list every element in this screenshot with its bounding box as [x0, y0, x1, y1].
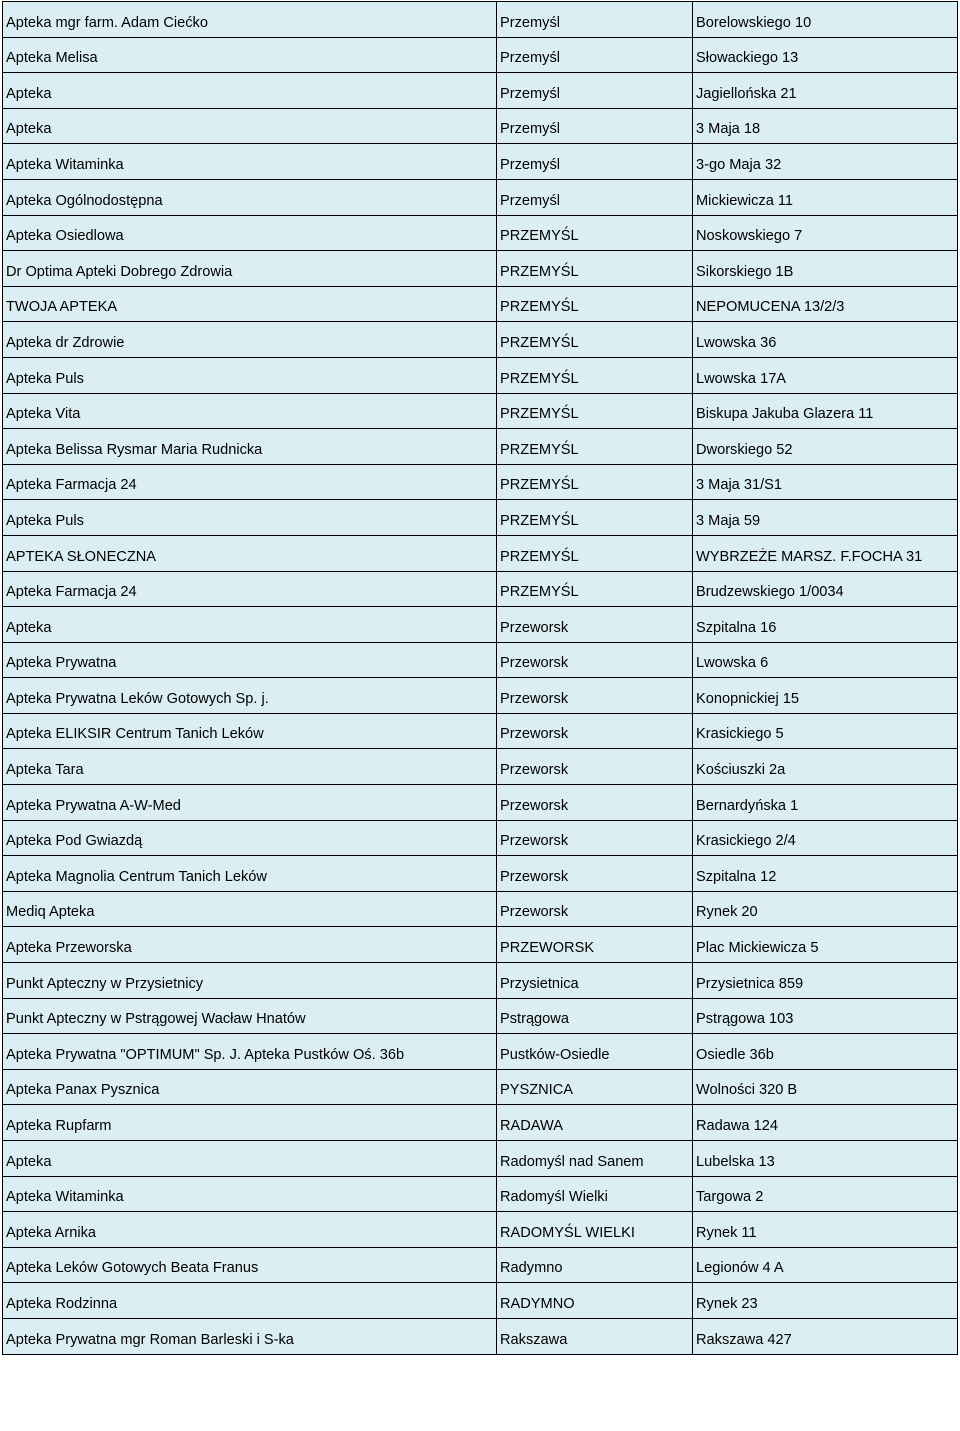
pharmacy-name-cell: Apteka Prywatna "OPTIMUM" Sp. J. Apteka Pustków Oś. 36b: [3, 1034, 497, 1070]
city-cell: PRZEMYŚL: [497, 393, 693, 429]
pharmacy-name-cell: APTEKA SŁONECZNA: [3, 535, 497, 571]
address-cell: Biskupa Jakuba Glazera 11: [693, 393, 958, 429]
table-row: [3, 108, 958, 144]
pharmacy-name-cell: Apteka Farmacja 24: [3, 571, 497, 607]
city-cell: Przemyśl: [497, 108, 693, 144]
city-cell: PRZEMYŚL: [497, 357, 693, 393]
city-cell: Przeworsk: [497, 749, 693, 785]
city-cell: Pustków-Osiedle: [497, 1034, 693, 1070]
address-cell: Konopnickiej 15: [693, 678, 958, 714]
pharmacy-name-cell: Apteka Osiedlowa: [3, 215, 497, 251]
table-row: [3, 535, 958, 571]
address-cell: 3 Maja 31/S1: [693, 464, 958, 500]
address-cell: 3 Maja 59: [693, 500, 958, 536]
pharmacy-name-cell: Apteka Ogólnodostępna: [3, 179, 497, 215]
table-row: [3, 286, 958, 322]
city-cell: PRZEMYŚL: [497, 464, 693, 500]
table-row: [3, 785, 958, 821]
pharmacy-name-cell: Apteka dr Zdrowie: [3, 322, 497, 358]
table-row: [3, 2, 958, 38]
pharmacy-name-cell: Apteka Pod Gwiazdą: [3, 820, 497, 856]
pharmacy-name-cell: Apteka Prywatna Leków Gotowych Sp. j.: [3, 678, 497, 714]
city-cell: Pstrągowa: [497, 998, 693, 1034]
table-row: [3, 179, 958, 215]
pharmacy-name-cell: Apteka Vita: [3, 393, 497, 429]
table-row: [3, 1283, 958, 1319]
pharmacy-name-cell: Apteka Leków Gotowych Beata Franus: [3, 1247, 497, 1283]
address-cell: Bernardyńska 1: [693, 785, 958, 821]
city-cell: Przeworsk: [497, 856, 693, 892]
address-cell: Krasickiego 5: [693, 713, 958, 749]
city-cell: Przysietnica: [497, 963, 693, 999]
table-row: [3, 144, 958, 180]
table-body: [3, 2, 958, 1355]
city-cell: Przemyśl: [497, 37, 693, 73]
pharmacy-name-cell: Apteka Panax Pysznica: [3, 1069, 497, 1105]
pharmacy-table: [2, 1, 958, 1355]
pharmacy-name-cell: Apteka Melisa: [3, 37, 497, 73]
table-row: [3, 1069, 958, 1105]
pharmacy-name-cell: Apteka Prywatna A-W-Med: [3, 785, 497, 821]
table-row: [3, 1247, 958, 1283]
city-cell: Przemyśl: [497, 144, 693, 180]
table-row: [3, 1034, 958, 1070]
address-cell: Słowackiego 13: [693, 37, 958, 73]
address-cell: Jagiellońska 21: [693, 73, 958, 109]
city-cell: Przemyśl: [497, 73, 693, 109]
city-cell: Przeworsk: [497, 713, 693, 749]
address-cell: Lwowska 17A: [693, 357, 958, 393]
address-cell: Targowa 2: [693, 1176, 958, 1212]
pharmacy-name-cell: Apteka Witaminka: [3, 144, 497, 180]
table-row: [3, 749, 958, 785]
address-cell: Lubelska 13: [693, 1141, 958, 1177]
table-row: [3, 500, 958, 536]
address-cell: Osiedle 36b: [693, 1034, 958, 1070]
city-cell: PRZEMYŚL: [497, 322, 693, 358]
pharmacy-name-cell: Apteka Puls: [3, 357, 497, 393]
city-cell: PRZEWORSK: [497, 927, 693, 963]
address-cell: NEPOMUCENA 13/2/3: [693, 286, 958, 322]
city-cell: Przeworsk: [497, 642, 693, 678]
pharmacy-name-cell: Apteka: [3, 108, 497, 144]
city-cell: PYSZNICA: [497, 1069, 693, 1105]
table-row: [3, 571, 958, 607]
address-cell: Plac Mickiewicza 5: [693, 927, 958, 963]
city-cell: Przeworsk: [497, 785, 693, 821]
address-cell: Szpitalna 12: [693, 856, 958, 892]
address-cell: Noskowskiego 7: [693, 215, 958, 251]
table-row: [3, 73, 958, 109]
pharmacy-name-cell: Mediq Apteka: [3, 891, 497, 927]
address-cell: Szpitalna 16: [693, 607, 958, 643]
address-cell: 3 Maja 18: [693, 108, 958, 144]
address-cell: Lwowska 6: [693, 642, 958, 678]
address-cell: Legionów 4 A: [693, 1247, 958, 1283]
pharmacy-name-cell: Apteka Witaminka: [3, 1176, 497, 1212]
pharmacy-name-cell: Apteka Tara: [3, 749, 497, 785]
city-cell: Rakszawa: [497, 1318, 693, 1354]
address-cell: Radawa 124: [693, 1105, 958, 1141]
pharmacy-name-cell: Punkt Apteczny w Przysietnicy: [3, 963, 497, 999]
table-row: [3, 322, 958, 358]
address-cell: WYBRZEŻE MARSZ. F.FOCHA 31: [693, 535, 958, 571]
table-row: [3, 357, 958, 393]
address-cell: Pstrągowa 103: [693, 998, 958, 1034]
table-row: [3, 856, 958, 892]
pharmacy-name-cell: Dr Optima Apteki Dobrego Zdrowia: [3, 251, 497, 287]
table-row: [3, 927, 958, 963]
city-cell: Przemyśl: [497, 2, 693, 38]
address-cell: Mickiewicza 11: [693, 179, 958, 215]
address-cell: Kościuszki 2a: [693, 749, 958, 785]
pharmacy-name-cell: Apteka Magnolia Centrum Tanich Leków: [3, 856, 497, 892]
table-row: [3, 393, 958, 429]
address-cell: Dworskiego 52: [693, 429, 958, 465]
pharmacy-name-cell: Apteka Przeworska: [3, 927, 497, 963]
pharmacy-name-cell: Apteka Farmacja 24: [3, 464, 497, 500]
city-cell: PRZEMYŚL: [497, 251, 693, 287]
city-cell: Przeworsk: [497, 820, 693, 856]
table-row: [3, 251, 958, 287]
city-cell: Przeworsk: [497, 891, 693, 927]
city-cell: PRZEMYŚL: [497, 286, 693, 322]
table-row: [3, 820, 958, 856]
pharmacy-name-cell: Apteka Arnika: [3, 1212, 497, 1248]
pharmacy-name-cell: TWOJA APTEKA: [3, 286, 497, 322]
table-row: [3, 464, 958, 500]
pharmacy-name-cell: Punkt Apteczny w Pstrągowej Wacław Hnatów: [3, 998, 497, 1034]
city-cell: Radomyśl Wielki: [497, 1176, 693, 1212]
table-row: [3, 998, 958, 1034]
table-row: [3, 607, 958, 643]
table-row: [3, 1212, 958, 1248]
pharmacy-name-cell: Apteka Belissa Rysmar Maria Rudnicka: [3, 429, 497, 465]
city-cell: PRZEMYŚL: [497, 215, 693, 251]
pharmacy-name-cell: Apteka: [3, 1141, 497, 1177]
pharmacy-name-cell: Apteka Rupfarm: [3, 1105, 497, 1141]
city-cell: Przeworsk: [497, 607, 693, 643]
address-cell: Rynek 23: [693, 1283, 958, 1319]
table-row: [3, 1318, 958, 1354]
table-row: [3, 642, 958, 678]
table-row: [3, 1105, 958, 1141]
table-row: [3, 678, 958, 714]
table-row: [3, 215, 958, 251]
city-cell: Przeworsk: [497, 678, 693, 714]
city-cell: Radomyśl nad Sanem: [497, 1141, 693, 1177]
address-cell: Krasickiego 2/4: [693, 820, 958, 856]
table-row: [3, 37, 958, 73]
pharmacy-name-cell: Apteka mgr farm. Adam Ciećko: [3, 2, 497, 38]
pharmacy-name-cell: Apteka ELIKSIR Centrum Tanich Leków: [3, 713, 497, 749]
city-cell: RADAWA: [497, 1105, 693, 1141]
address-cell: Brudzewskiego 1/0034: [693, 571, 958, 607]
address-cell: Borelowskiego 10: [693, 2, 958, 38]
address-cell: Rynek 20: [693, 891, 958, 927]
address-cell: 3-go Maja 32: [693, 144, 958, 180]
table-row: [3, 429, 958, 465]
table-row: [3, 1176, 958, 1212]
address-cell: Rynek 11: [693, 1212, 958, 1248]
city-cell: Przemyśl: [497, 179, 693, 215]
pharmacy-name-cell: Apteka Prywatna: [3, 642, 497, 678]
address-cell: Przysietnica 859: [693, 963, 958, 999]
address-cell: Rakszawa 427: [693, 1318, 958, 1354]
pharmacy-name-cell: Apteka Rodzinna: [3, 1283, 497, 1319]
table-row: [3, 713, 958, 749]
pharmacy-name-cell: Apteka Prywatna mgr Roman Barleski i S-ka: [3, 1318, 497, 1354]
address-cell: Lwowska 36: [693, 322, 958, 358]
address-cell: Wolności 320 B: [693, 1069, 958, 1105]
pharmacy-name-cell: Apteka Puls: [3, 500, 497, 536]
city-cell: Radymno: [497, 1247, 693, 1283]
pharmacy-name-cell: Apteka: [3, 607, 497, 643]
city-cell: RADYMNO: [497, 1283, 693, 1319]
table-row: [3, 1141, 958, 1177]
table-row: [3, 963, 958, 999]
city-cell: PRZEMYŚL: [497, 535, 693, 571]
city-cell: PRZEMYŚL: [497, 500, 693, 536]
address-cell: Sikorskiego 1B: [693, 251, 958, 287]
city-cell: PRZEMYŚL: [497, 429, 693, 465]
city-cell: RADOMYŚL WIELKI: [497, 1212, 693, 1248]
city-cell: PRZEMYŚL: [497, 571, 693, 607]
table-row: [3, 891, 958, 927]
pharmacy-name-cell: Apteka: [3, 73, 497, 109]
